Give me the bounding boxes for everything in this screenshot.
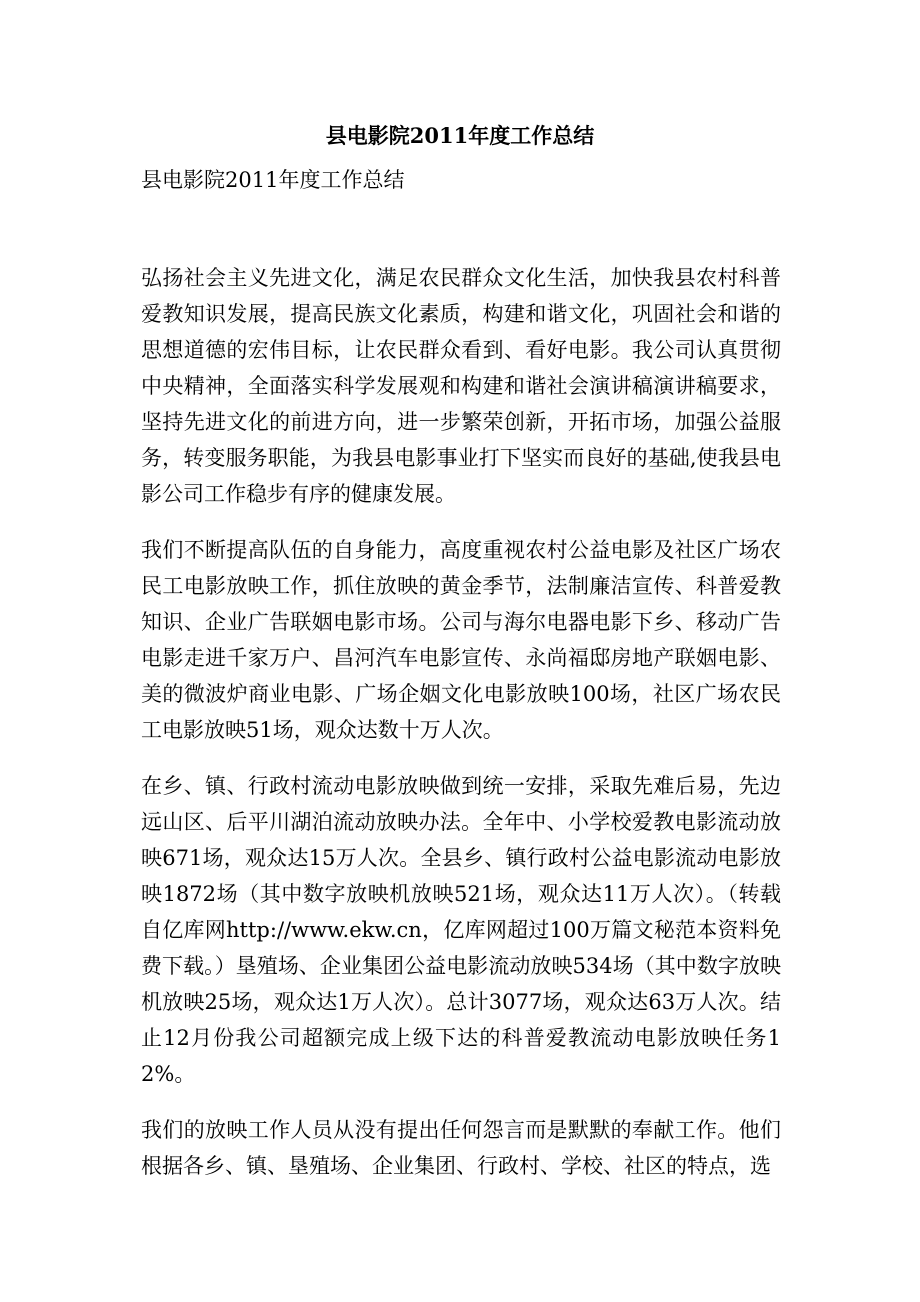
- paragraph-3: 在乡、镇、行政村流动电影放映做到统一安排，采取先难后易，先边远山区、后平川湖泊流动放映办法。全年中、小学校爱教电影流动放映671场，观众达15万人次。全县乡、镇行政村公益电影流动电影放映1872场（其中数字放映机放映521场，观众达11万人次）。（转载自亿库网http://www.ekw.cn，亿库网超过100万篇文秘范本资料免费下载。）垦殖场、企业集团公益电影流动放映534场（其中数字放映机放映25场，观众达1万人次）。总计3077场，观众达63万人次。结止12月份我公司超额完成上级下达的科普爱教流动电影放映任务12%。: [141, 774, 781, 1086]
- document-subtitle: 县电影院2011年度工作总结: [141, 168, 405, 192]
- paragraph-1: 弘扬社会主义先进文化，满足农民群众文化生活，加快我县农村科普爱教知识发展，提高民族文化素质，构建和谐文化，巩固社会和谐的思想道德的宏伟目标，让农民群众看到、看好电影。我公司认真贯彻中央精神，全面落实科学发展观和构建和谐社会演讲稿演讲稿要求，坚持先进文化的前进方向，进一步繁荣创新，开拓市场，加强公益服务，转变服务职能，为我县电影事业打下坚实而良好的基础,使我县电影公司工作稳步有序的健康发展。: [141, 266, 781, 506]
- document-title: 县电影院2011年度工作总结: [325, 123, 595, 148]
- paragraph-4: 我们的放映工作人员从没有提出任何怨言而是默默的奉献工作。他们根据各乡、镇、垦殖场、企业集团、行政村、学校、社区的特点，选: [141, 1118, 781, 1178]
- paragraph-2: 我们不断提高队伍的自身能力，高度重视农村公益电影及社区广场农民工电影放映工作，抓住放映的黄金季节，法制廉洁宣传、科普爱教知识、企业广告联姻电影市场。公司与海尔电器电影下乡、移动广告电影走进千家万户、昌河汽车电影宣传、永尚福邸房地产联姻电影、美的微波炉商业电影、广场企姻文化电影放映100场，社区广场农民工电影放映51场，观众达数十万人次。: [141, 538, 781, 742]
